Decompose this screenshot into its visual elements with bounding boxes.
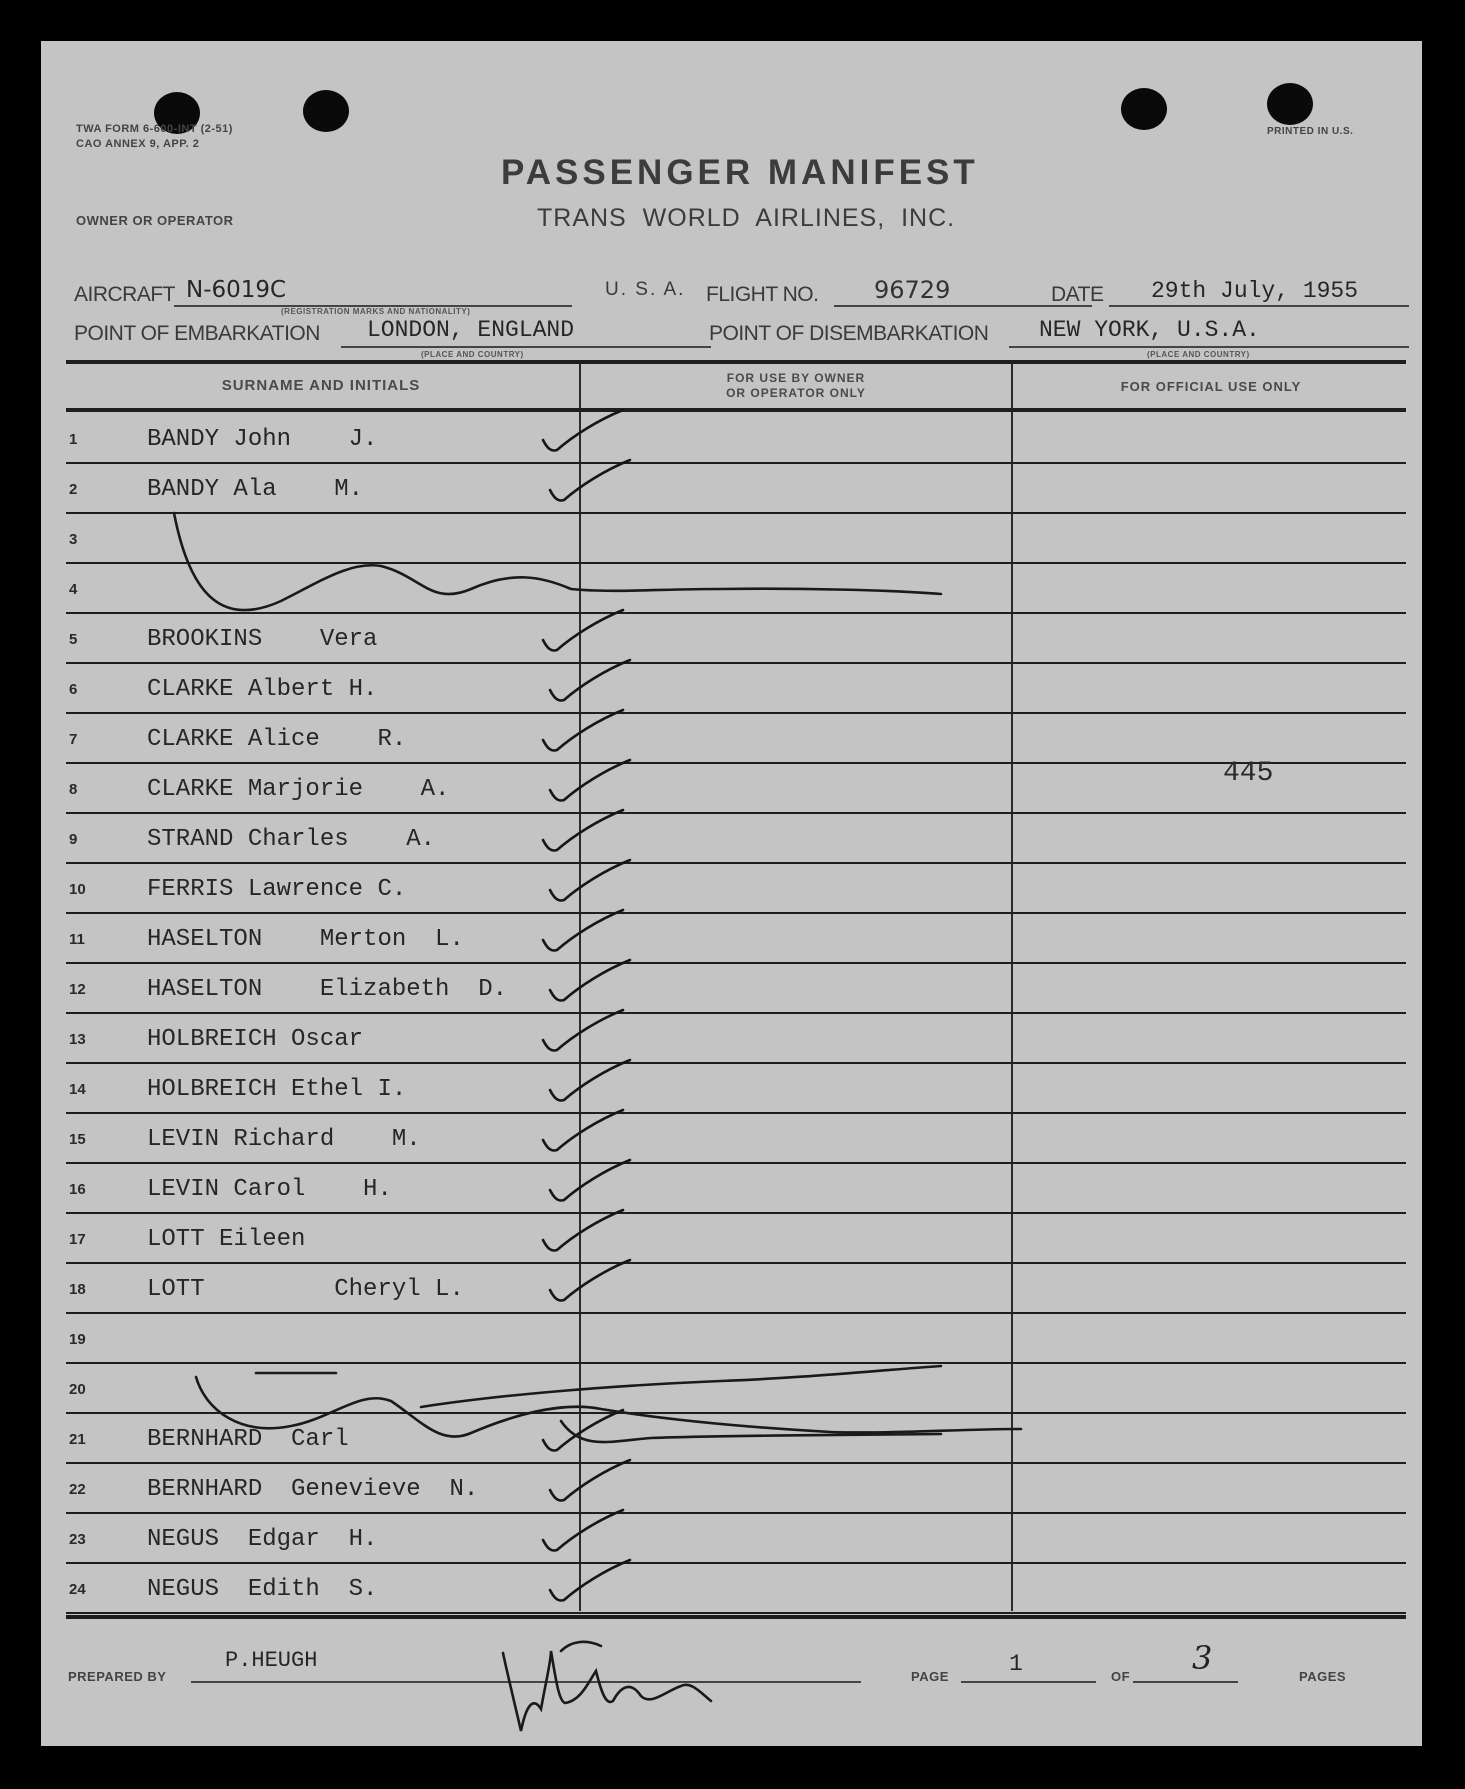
owner-operator-label: OWNER OR OPERATOR	[76, 213, 234, 228]
checkmark	[550, 960, 630, 1001]
passenger-name: CLARKE Alice R.	[147, 726, 407, 753]
column-header-official-use: FOR OFFICIAL USE ONLY	[1120, 379, 1302, 394]
row-number: 2	[69, 481, 78, 498]
form-id-line2: CAO ANNEX 9, APP. 2	[76, 138, 200, 150]
place-caption-disembarkation: (PLACE AND COUNTRY)	[1147, 350, 1250, 359]
row-number: 12	[69, 981, 86, 998]
passenger-name: CLARKE Albert H.	[147, 676, 378, 703]
row-number: 10	[69, 881, 86, 898]
passenger-name: CLARKE Marjorie A.	[147, 776, 450, 803]
checkmark	[550, 660, 630, 701]
checkmark	[550, 1460, 630, 1501]
checkmark	[543, 610, 623, 651]
checkmark	[543, 1410, 623, 1451]
passenger-name: BANDY Ala M.	[147, 476, 364, 503]
row-number: 5	[69, 631, 78, 648]
row-number: 15	[69, 1131, 86, 1148]
row-number: 22	[69, 1481, 86, 1498]
total-pages: 3	[1192, 1639, 1213, 1677]
row-number: 3	[69, 531, 78, 548]
row-number: 21	[69, 1431, 86, 1448]
aircraft-label: AIRCRAFT	[74, 283, 175, 306]
checkmark	[543, 410, 623, 451]
printed-in-note: PRINTED IN U.S.	[1267, 126, 1354, 137]
aircraft-registration: N-6019C	[186, 277, 287, 303]
checkmark	[550, 460, 630, 501]
checkmark	[543, 710, 623, 751]
prepared-by-name: P.HEUGH	[225, 1648, 318, 1673]
row-number: 18	[69, 1281, 86, 1298]
passenger-name: LEVIN Richard M.	[147, 1126, 421, 1153]
prepared-by-label: PREPARED BY	[68, 1669, 167, 1684]
passenger-name: NEGUS Edith S.	[147, 1576, 378, 1603]
checkmark	[543, 1010, 623, 1051]
form-id-line1: TWA FORM 6-600-INT (2-51)	[76, 123, 233, 135]
void-scribble-line	[421, 1366, 941, 1407]
passenger-name: LEVIN Carol H.	[147, 1176, 392, 1203]
embarkation-place: LONDON, ENGLAND	[367, 317, 575, 343]
row-number: 8	[69, 781, 78, 798]
passenger-name: HOLBREICH Oscar	[147, 1026, 364, 1053]
embarkation-label: POINT OF EMBARKATION	[74, 322, 320, 345]
row-number: 19	[69, 1331, 86, 1348]
passenger-name: FERRIS Lawrence C.	[147, 876, 407, 903]
column-header-owner-use: FOR USE BY OWNER OR OPERATOR ONLY	[726, 371, 866, 400]
row-number: 17	[69, 1231, 86, 1248]
row-number: 9	[69, 831, 78, 848]
signature-stroke	[561, 1642, 601, 1651]
row-number: 20	[69, 1381, 86, 1398]
row-number: 16	[69, 1181, 86, 1198]
page-number: 1	[1009, 1651, 1023, 1677]
passenger-name: HASELTON Elizabeth D.	[147, 976, 508, 1003]
checkmark	[543, 910, 623, 951]
checkmark	[550, 760, 630, 801]
row-number: 6	[69, 681, 78, 698]
passenger-name: BERNHARD Genevieve N.	[147, 1476, 479, 1503]
row-number: 7	[69, 731, 78, 748]
row-number: 11	[69, 931, 85, 948]
checkmark	[550, 1060, 630, 1101]
official-note: 445	[1223, 758, 1274, 789]
passenger-name: HASELTON Merton L.	[147, 926, 464, 953]
checkmark	[543, 1110, 623, 1151]
passenger-name: LOTT Cheryl L.	[147, 1276, 464, 1303]
flight-number-label: FLIGHT NO.	[706, 283, 819, 306]
row-number: 13	[69, 1031, 86, 1048]
row-number: 23	[69, 1531, 86, 1548]
signature	[503, 1651, 711, 1731]
checkmark	[543, 1210, 623, 1251]
row-number: 4	[69, 581, 78, 598]
checkmark	[543, 1510, 623, 1551]
checkmark	[550, 1260, 630, 1301]
of-label: OF	[1111, 1669, 1131, 1684]
passenger-name: BERNHARD Carl	[147, 1426, 349, 1453]
disembarkation-place: NEW YORK, U.S.A.	[1039, 317, 1260, 343]
flight-date: 29th July, 1955	[1151, 278, 1359, 304]
checkmark	[550, 860, 630, 901]
handwritten-marks	[41, 41, 1422, 1746]
airline-name: TRANS WORLD AIRLINES, INC.	[537, 204, 956, 232]
row-number: 1	[69, 431, 78, 448]
registration-caption: (REGISTRATION MARKS AND NATIONALITY)	[281, 307, 471, 316]
disembarkation-label: POINT OF DISEMBARKATION	[709, 322, 989, 345]
row-number: 14	[69, 1081, 86, 1098]
manifest-page	[41, 41, 1422, 1746]
void-scribble-rows-3-4	[174, 513, 941, 610]
checkmark	[550, 1160, 630, 1201]
checkmark	[543, 810, 623, 851]
passenger-name: BANDY John J.	[147, 426, 378, 453]
passenger-name: LOTT Eileen	[147, 1226, 306, 1253]
pages-label: PAGES	[1299, 1669, 1347, 1684]
nationality: U. S. A.	[605, 279, 686, 300]
checkmark	[550, 1560, 630, 1601]
passenger-name: STRAND Charles A.	[147, 826, 436, 853]
passenger-name: NEGUS Edgar H.	[147, 1526, 378, 1553]
row-number: 24	[69, 1581, 86, 1598]
column-header-surname: SURNAME AND INITIALS	[221, 377, 421, 394]
date-label: DATE	[1051, 283, 1104, 306]
form-title: PASSENGER MANIFEST	[501, 153, 979, 192]
passenger-name: BROOKINS Vera	[147, 626, 378, 653]
page-label: PAGE	[911, 1669, 949, 1684]
passenger-name: HOLBREICH Ethel I.	[147, 1076, 407, 1103]
place-caption-embarkation: (PLACE AND COUNTRY)	[421, 350, 524, 359]
flight-number: 96729	[874, 276, 951, 304]
